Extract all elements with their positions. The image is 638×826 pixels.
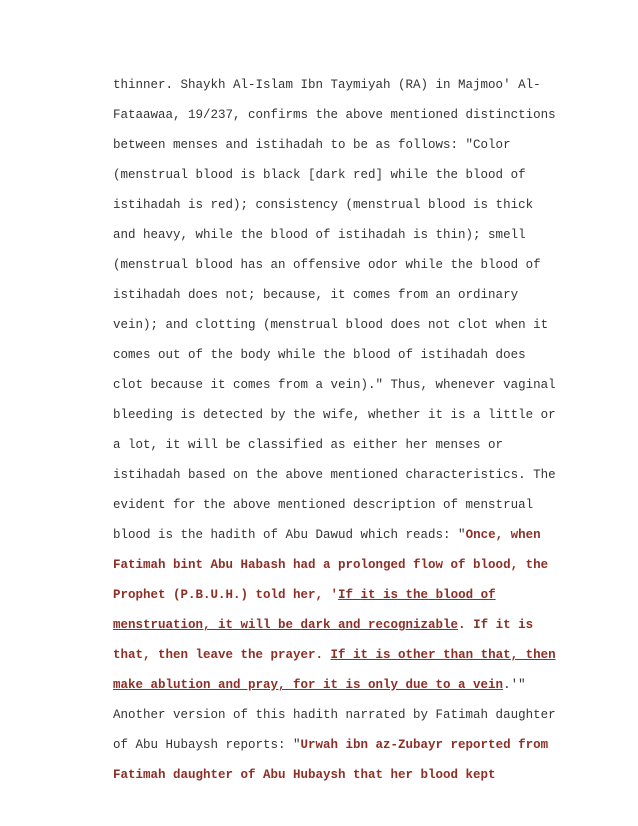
text-segment: . If it is [458, 618, 534, 632]
text-segment: between menses and istihadah to be as follows: "Color [113, 138, 511, 152]
text-segment: istihadah based on the above mentioned characteristics. The [113, 468, 556, 482]
text-segment: (menstrual blood has an offensive odor while the blood of [113, 258, 541, 272]
text-line [113, 670, 583, 700]
text-line [113, 460, 583, 490]
text-segment: menstruation, it will be dark and recognizable [113, 618, 459, 632]
text-line [113, 130, 583, 160]
text-line [113, 310, 583, 340]
text-segment: Urwah ibn az-Zubayr reported from [300, 738, 549, 752]
text-line [113, 100, 583, 130]
text-segment: comes out of the body while the blood of istihadah does [113, 348, 526, 362]
text-line [113, 370, 583, 400]
text-segment: that, then leave the prayer. [113, 648, 331, 662]
text-line [113, 430, 583, 460]
text-segment: Fatimah bint Abu Habash had a prolonged flow of blood, the [113, 558, 549, 572]
text-segment: Another version of this hadith narrated by Fatimah daughter [113, 708, 556, 722]
text-line [113, 250, 583, 280]
text-segment: of Abu Hubaysh reports: " [113, 738, 301, 752]
text-segment: Once, when [465, 528, 541, 542]
text-line [113, 760, 583, 790]
text-segment: If it is the blood of [338, 588, 496, 602]
text-line [113, 700, 583, 730]
text-line [113, 190, 583, 220]
text-line [113, 640, 583, 670]
text-segment: clot because it comes from a vein)." Thus, whenever vaginal [113, 378, 556, 392]
text-line [113, 730, 583, 760]
text-segment: Prophet (P.B.U.H.) told her, ' [113, 588, 339, 602]
text-segment: (menstrual blood is black [dark red] while the blood of [113, 168, 526, 182]
text-segment: istihadah is red); consistency (menstrual blood is thick [113, 198, 534, 212]
text-segment: Fatimah daughter of Abu Hubaysh that her blood kept [113, 768, 496, 782]
text-segment: If it is other than that, then [330, 648, 556, 662]
text-segment: bleeding is detected by the wife, whether it is a little or [113, 408, 556, 422]
text-line [113, 70, 583, 100]
text-segment: make ablution and pray, for it is only due to a vein [113, 678, 504, 692]
text-line [113, 340, 583, 370]
text-line [113, 400, 583, 430]
text-line [113, 550, 583, 580]
text-line [113, 220, 583, 250]
text-line [113, 160, 583, 190]
text-segment: evident for the above mentioned description of menstrual [113, 498, 534, 512]
text-segment: vein); and clotting (menstrual blood does not clot when it [113, 318, 549, 332]
text-segment: istihadah does not; because, it comes from an ordinary [113, 288, 519, 302]
text-line [113, 610, 583, 640]
text-segment: and heavy, while the blood of istihadah is thin); smell [113, 228, 526, 242]
text-segment: blood is the hadith of Abu Dawud which reads: " [113, 528, 466, 542]
text-segment: thinner. Shaykh Al-Islam Ibn Taymiyah (RA) in Majmoo' Al- [113, 78, 541, 92]
text-line [113, 580, 583, 610]
text-segment: .'" [503, 678, 526, 692]
text-segment: a lot, it will be classified as either her menses or [113, 438, 504, 452]
text-segment: Fataawaa, 19/237, confirms the above mentioned distinctions [113, 108, 556, 122]
text-line [113, 490, 583, 520]
text-line [113, 280, 583, 310]
document-body-text [113, 70, 583, 790]
text-line [113, 520, 583, 550]
